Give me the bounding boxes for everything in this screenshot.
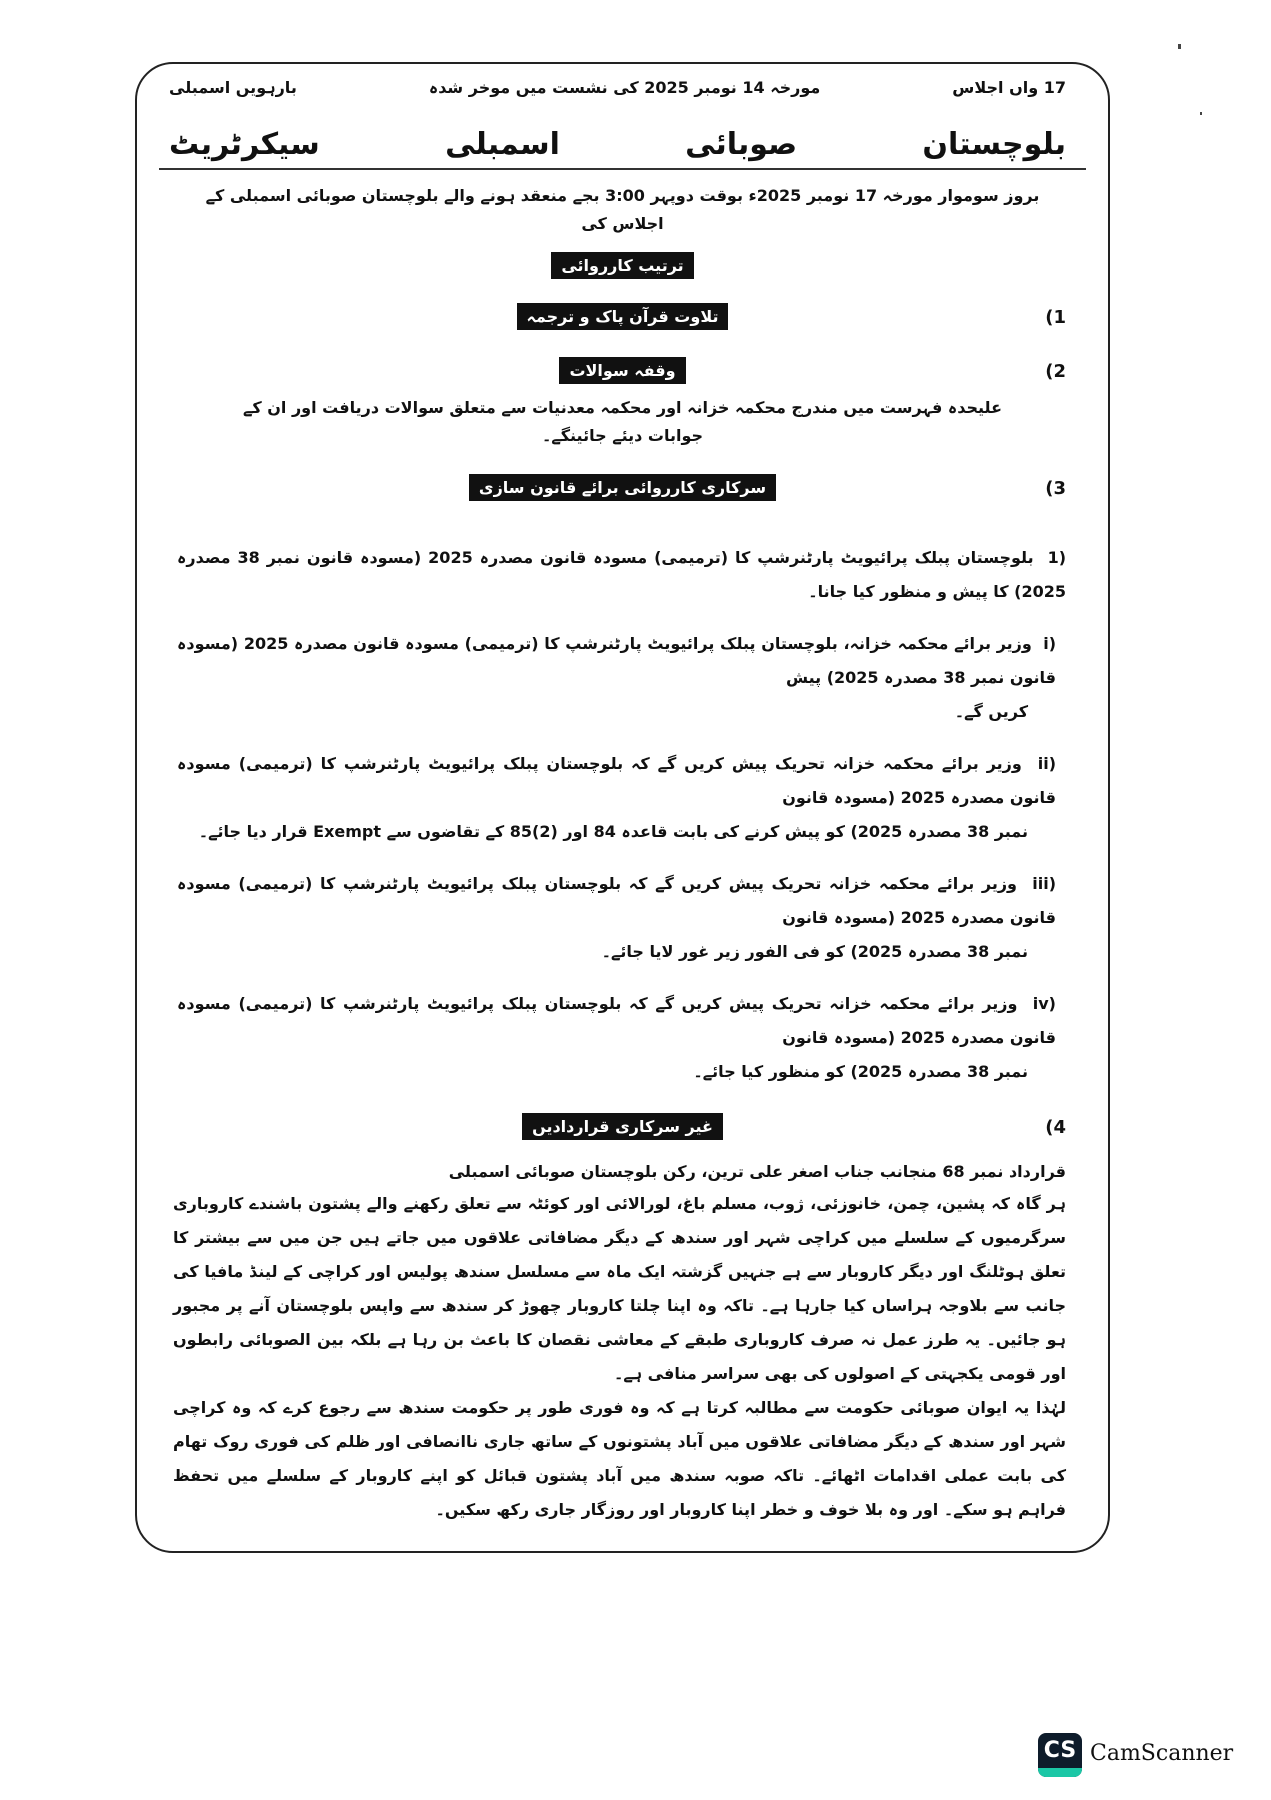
- bill-item-iii-line2: نمبر 38 مصدرہ 2025) کو فی الفور زیر غور لایا جائے۔: [601, 942, 1028, 961]
- section-number-2: (2: [1045, 361, 1066, 382]
- item-ii-text: وزیر برائے محکمہ خزانہ تحریک پیش کریں گے کہ بلوچستان پبلک پرائیویٹ پارٹنرشپ کا (ترمیمی) مسودہ قانون مصدرہ 2025 (مسودہ قانون: [177, 754, 1056, 807]
- item-marker-ii: ii): [1037, 754, 1056, 773]
- title-row: [159, 105, 1086, 170]
- amended-note: مورخہ 14 نومبر 2025 کی نشست میں موخر شدہ: [428, 78, 821, 97]
- title-word-secretariat: سیکرٹریٹ: [169, 127, 320, 162]
- section-number-4: (4: [1045, 1117, 1066, 1138]
- camscanner-logo-icon: [1038, 1733, 1082, 1777]
- title-word-assembly: اسمبلی: [445, 127, 560, 162]
- resolution-paragraph-2: لہٰذا یہ ایوان صوبائی حکومت سے مطالبہ کرتا ہے کہ وہ فوری طور پر حکومت سندھ سے رجوع کرے کہ وہ کراچی شہر اور سندھ کے دیگر مضافاتی علاقوں میں آباد پشتونوں کے ساتھ جاری ناانصافی اور ظلم کی فوری روک تھام کی بابت عملی اقدامات اٹھائے۔ تاکہ صوبہ سندھ میں آباد پشتون قبائل کو اپنے کاروبار کے سلسلے میں تحفظ فراہم ہو سکے۔ اور وہ بلا خوف و خطر اپنا کاروبار اور روزگار جاری رکھ سکیں۔: [173, 1398, 1066, 1519]
- bill-item-i-line2: کریں گے۔: [954, 702, 1028, 721]
- header-bar: [169, 78, 1066, 97]
- item-iv-text: وزیر برائے محکمہ خزانہ تحریک پیش کریں گے کہ بلوچستان پبلک پرائیویٹ پارٹنرشپ کا (ترمیمی) مسودہ قانون مصدرہ 2025 (مسودہ قانون: [177, 994, 1056, 1047]
- resolution-paragraph-1: ہر گاہ کہ پشین، چمن، خانوزئی، ژوب، مسلم باغ، لورالائی اور کوئٹہ سے تعلق رکھنے والے پشتون باشندے کاروباری سرگرمیوں کے سلسلے میں کراچی شہر اور سندھ کے دیگر مضافاتی علاقوں میں جاتے ہیں جن میں سے بیشتر کا تعلق ہوٹلنگ اور دیگر کاروبار سے ہے جنہیں گزشتہ ایک ماہ سے مسلسل سندھ پولیس اور کراچی کے لینڈ مافیا کی جانب سے بلاوجہ ہراساں کیا جارہا ہے۔ تاکہ وہ اپنا چلتا کاروبار چھوڑ کر سندھ سے واپس بلوچستان آنے پر مجبور ہو جائیں۔ یہ طرز عمل نہ صرف کاروباری طبقے کے معاشی نقصان کا باعث بن رہا ہے بلکہ بین الصوبائی رابطوں اور قومی یکجہتی کے اصولوں کی بھی سراسر منافی ہے۔: [173, 1194, 1067, 1383]
- bill-item-ii-line2: نمبر 38 مصدرہ 2025) کو پیش کرنے کی بابت قاعدہ 84 اور (2)85 کے تقاضوں سے Exempt قرار دیا جائے۔: [198, 822, 1028, 841]
- section-heading-private-resolutions: غیر سرکاری قراردادیں: [522, 1113, 723, 1140]
- section-2: [159, 357, 1086, 450]
- item-i-text: وزیر برائے محکمہ خزانہ، بلوچستان پبلک پرائیویٹ پارٹنرشپ کا (ترمیمی) مسودہ قانون مصدرہ 2025 (مسودہ قانون نمبر 38 مصدرہ 2025) پیش: [177, 634, 1056, 687]
- section-1: [159, 303, 1086, 333]
- item-marker-iii: iii): [1032, 874, 1056, 893]
- section-4: [159, 1113, 1086, 1527]
- bill-item-ii: [177, 747, 1056, 849]
- bill-main-text: بلوچستان پبلک پرائیویٹ پارٹنرشپ کا (ترمیمی) مسودہ قانون مصدرہ 2025 (مسودہ قانون نمبر 38 مصدرہ 2025) کا پیش و منظور کیا جانا۔: [177, 548, 1066, 601]
- session-label: 17 واں اجلاس: [952, 78, 1066, 97]
- scan-speck: [1200, 112, 1202, 115]
- section-number-3: (3: [1045, 478, 1066, 499]
- document-border: [135, 62, 1110, 1553]
- title-word-balochistan: بلوچستان: [922, 127, 1066, 162]
- camscanner-name: CamScanner: [1090, 1741, 1234, 1766]
- section-heading-legislation: سرکاری کارروائی برائے قانون سازی: [469, 474, 776, 501]
- section-heading-recitation: تلاوت قرآن پاک و ترجمہ: [517, 303, 729, 330]
- scan-speck: [1178, 44, 1181, 49]
- assembly-term: بارہویں اسمبلی: [169, 78, 297, 97]
- bill-item-iii: [177, 867, 1056, 969]
- section-3: [159, 474, 1086, 1089]
- section-number-1: (1: [1045, 307, 1066, 328]
- item-marker-iv: iv): [1032, 994, 1056, 1013]
- bill-main-marker: 1): [1047, 548, 1067, 567]
- camscanner-logo-accent: [1038, 1768, 1082, 1777]
- resolution-title: قرارداد نمبر 68 منجانب جناب اصغر علی ترین، رکن بلوچستان صوبائی اسمبلی: [448, 1162, 1066, 1181]
- camscanner-watermark: [1000, 1733, 1250, 1781]
- bill-item-iv-line2: نمبر 38 مصدرہ 2025) کو منظور کیا جائے۔: [693, 1062, 1028, 1081]
- question-hour-text: علیحدہ فہرست میں مندرج محکمہ خزانہ اور محکمہ معدنیات سے متعلق سوالات دریافت اور ان کے جوابات دیئے جائینگے۔: [243, 398, 1002, 445]
- session-intro: بروز سوموار مورخہ 17 نومبر 2025ء بوقت دوپہر 3:00 بجے منعقد ہونے والے بلوچستان صوبائی اسمبلی کے اجلاس کی: [205, 186, 1040, 233]
- bill-item-i: [177, 627, 1056, 729]
- bill-item-iv: [177, 987, 1056, 1089]
- section-heading-question-hour: وقفہ سوالات: [559, 357, 685, 384]
- item-marker-i: i): [1043, 634, 1057, 653]
- legislation-items: [177, 541, 1066, 1089]
- camscanner-logo-text: CS: [1043, 1738, 1077, 1763]
- item-iii-text: وزیر برائے محکمہ خزانہ تحریک پیش کریں گے کہ بلوچستان پبلک پرائیویٹ پارٹنرشپ کا (ترمیمی) مسودہ قانون مصدرہ 2025 (مسودہ قانون: [177, 874, 1056, 927]
- agenda-heading: ترتیب کارروائی: [551, 252, 693, 279]
- bill-main-item: [177, 541, 1066, 609]
- title-word-provincial: صوبائی: [685, 127, 798, 162]
